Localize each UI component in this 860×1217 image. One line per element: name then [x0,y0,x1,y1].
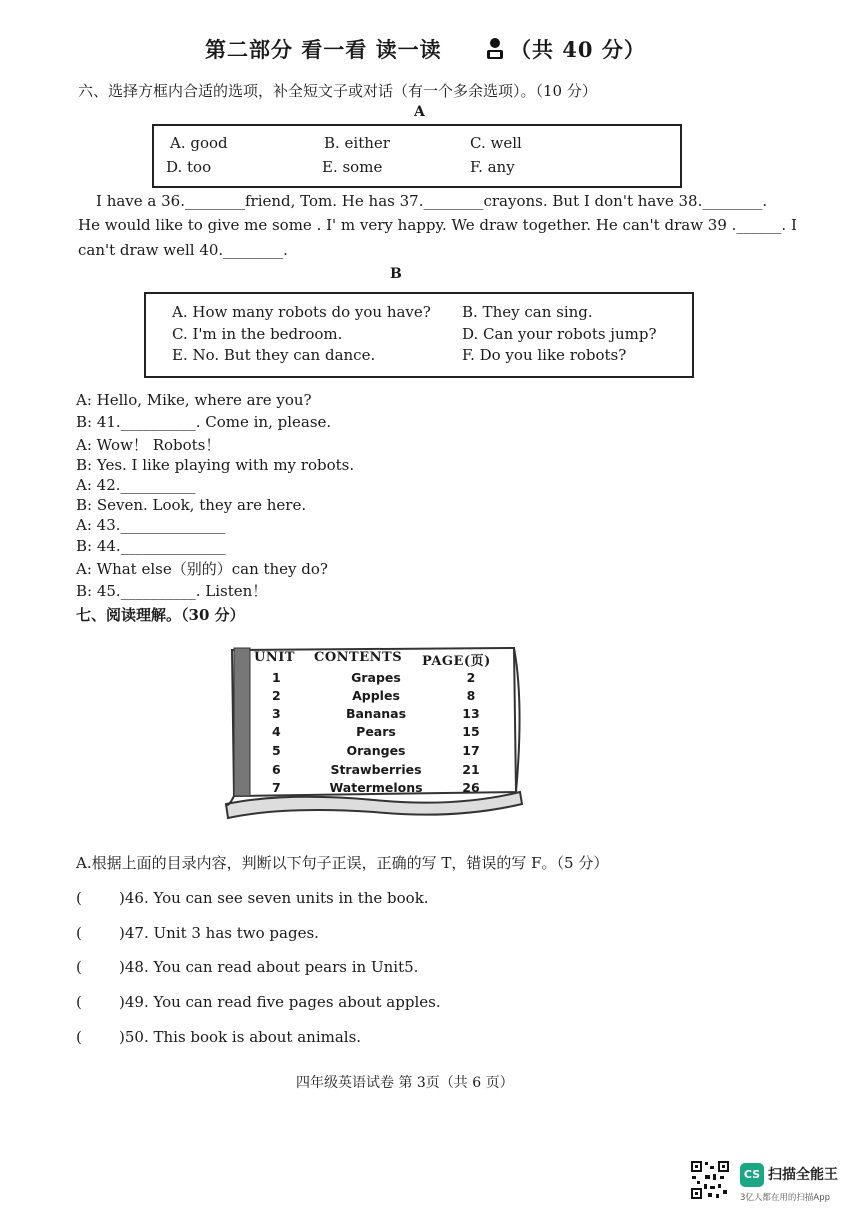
question-50: )50. This book is about animals. [119,1028,362,1046]
passage-line-3: can't draw well 40.________. [78,241,288,259]
toc-row: 1 Grapes 2 [272,670,476,685]
question-paren: ( [76,1028,82,1046]
dialogue-line: B: 45.__________. Listen！ [76,582,268,600]
dialogue-line: A: 42.__________ [76,476,196,494]
dialogue-line: B: Yes. I like playing with my robots. [76,456,355,474]
option-b-b: B. They can sing. [462,303,593,321]
dialogue-line: A: 43.______________ [76,516,226,534]
toc-header-page: PAGE(页) [422,654,491,669]
section-6-heading: 六、选择方框内合适的选项，补全短文子或对话（有一个多余选项）。（10 分） [78,82,597,100]
option-box-a [152,124,682,188]
scanner-tagline: 3亿人都在用的扫描App [740,1193,831,1203]
option-b-c: C. I'm in the bedroom. [172,325,343,343]
part-a-heading: A.根据上面的目录内容，判断以下句子正误，正确的写 T，错误的写 F。（5 分） [76,854,609,872]
option-b-either: B. either [324,134,390,152]
toc-row: 5 Oranges 17 [272,743,480,758]
section-7-heading: 七、阅读理解。（30 分） [76,606,245,624]
option-d-too: D. too [166,158,212,176]
question-46: )46. You can see seven units in the book. [119,889,429,907]
toc-row: 7 Watermelons 26 [272,780,480,795]
question-48: )48. You can read about pears in Unit5. [119,958,419,976]
option-a-good: A. good [170,134,228,152]
page-title: 第二部分 看一看 读一读 [205,37,442,62]
dialogue-line: A: Wow！ Robots！ [76,436,221,454]
toc-row: 2 Apples 8 [272,688,476,703]
toc-row: 3 Bananas 13 [272,706,480,721]
question-paren: ( [76,993,82,1011]
toc-header-unit: UNIT [254,650,295,665]
option-f-any: F. any [470,158,515,176]
qr-code-icon [690,1160,730,1200]
passage-line-2: He would like to give me some . I' m very happy. We draw together. He can't draw 39 .______. I [78,216,797,234]
question-paren: ( [76,889,82,907]
option-b-d: D. Can your robots jump? [462,325,657,343]
dialogue-line: A: Hello, Mike, where are you? [76,391,312,409]
question-49: )49. You can read five pages about apples. [119,993,441,1011]
question-47: )47. Unit 3 has two pages. [119,924,319,942]
box-b-label: B [390,266,402,282]
option-b-f: F. Do you like robots? [462,346,627,364]
question-paren: ( [76,924,82,942]
passage-line-1: I have a 36.________friend, Tom. He has 37.________crayons. But I don't have 38.________. [96,192,768,210]
toc-header-contents: CONTENTS [314,650,403,665]
dialogue-line: B: 41.__________. Come in, please. [76,413,332,431]
dialogue-line: A: What else（别的）can they do? [76,560,328,578]
toc-row: 6 Strawberries 21 [272,762,480,777]
reading-figure-icon [484,36,506,62]
question-paren: ( [76,958,82,976]
dialogue-line: B: 44.______________ [76,537,226,555]
camscanner-logo: CS [740,1163,764,1187]
scanner-app-name: 扫描全能王 [768,1167,838,1183]
page-footer: 四年级英语试卷 第 3页（共 6 页） [296,1075,514,1091]
toc-row: 4 Pears 15 [272,724,480,739]
option-c-well: C. well [470,134,522,152]
dialogue-line: B: Seven. Look, they are here. [76,496,307,514]
option-e-some: E. some [322,158,383,176]
box-a-label: A [414,104,425,120]
option-b-e: E. No. But they can dance. [172,346,376,364]
option-b-a: A. How many robots do you have? [172,303,431,321]
page-score: （共 40 分） [510,37,646,62]
